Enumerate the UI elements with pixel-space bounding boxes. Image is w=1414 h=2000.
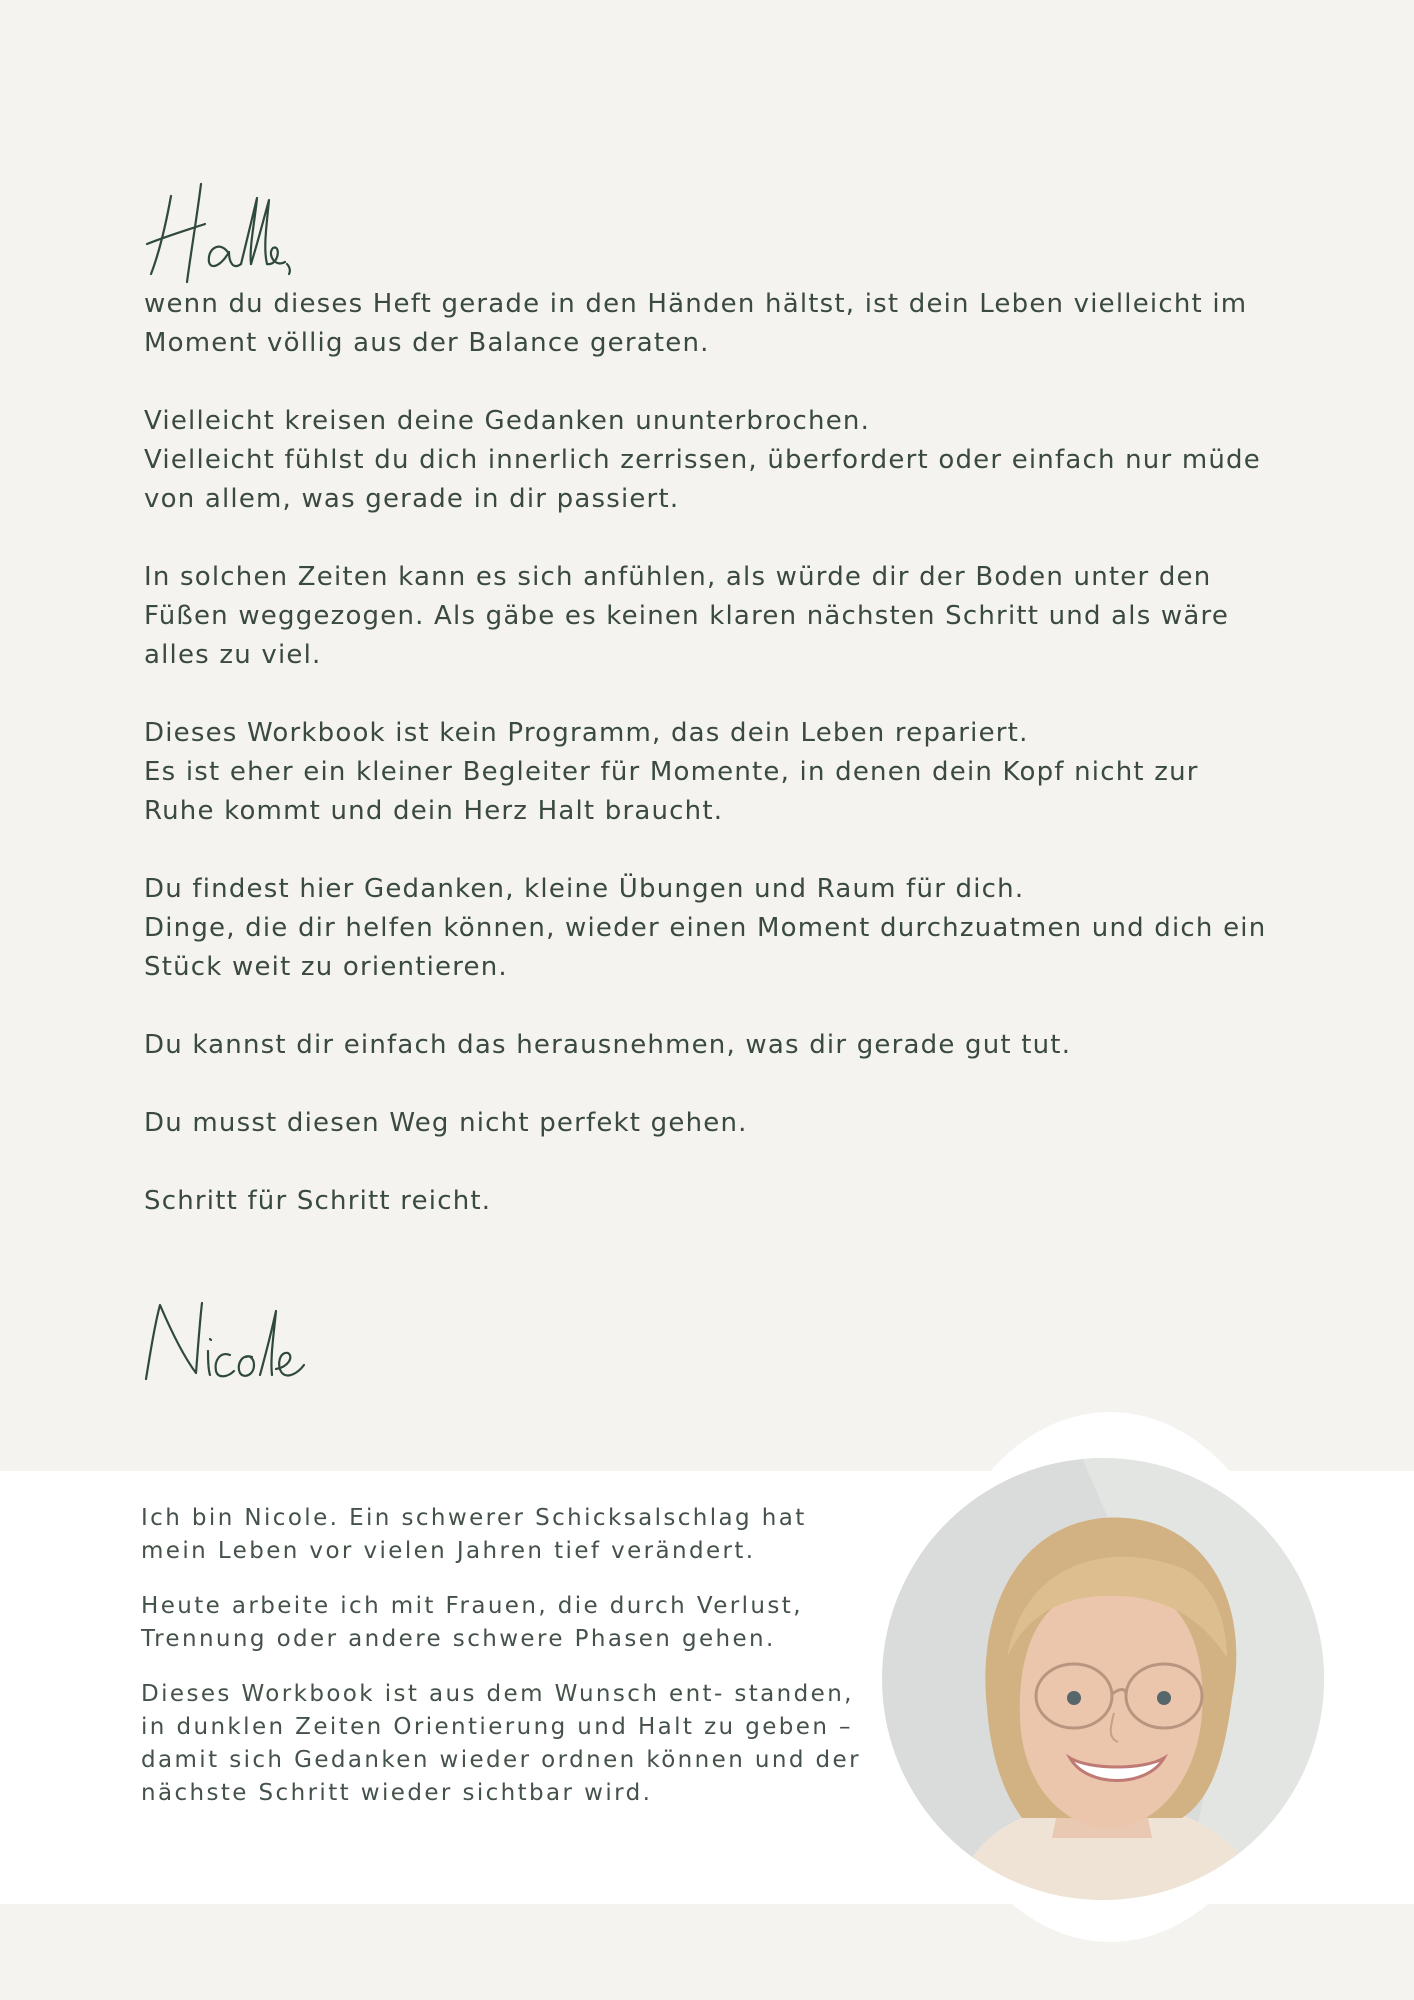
letter-body — [144, 285, 1274, 1260]
letter-line: Es ist eher ein kleiner Begleiter für Momente, in denen dein Kopf nicht zur Ruhe kommt und dein Herz Halt braucht. — [144, 757, 1199, 826]
letter-line: Dieses Workbook ist kein Programm, das dein Leben repariert. — [144, 718, 1029, 748]
greeting-handwriting — [143, 178, 343, 288]
portrait-illustration — [882, 1458, 1324, 1900]
letter-paragraph: In solchen Zeiten kann es sich anfühlen, als würde dir der Boden unter den Füßen weggezogen. Als gäbe es keinen klaren nächsten Schritt und als wäre alles zu viel. — [144, 562, 1230, 670]
letter-line: Vielleicht fühlst du dich innerlich zerrissen, überfordert oder einfach nur müde von allem, was gerade in dir passiert. — [144, 445, 1261, 514]
letter-paragraph — [144, 402, 1274, 519]
letter-line: Dinge, die dir helfen können, wieder einen Moment durchzuatmen und dich ein Stück weit zu orientieren. — [144, 913, 1267, 982]
greeting-script — [143, 178, 343, 288]
letter-paragraph: Du kannst dir einfach das herausnehmen, was dir gerade gut tut. — [144, 1030, 1072, 1060]
letter-paragraph — [144, 714, 1274, 831]
about-author — [141, 1502, 861, 1832]
about-paragraph: Ich bin Nicole. Ein schwerer Schicksalschlag hat mein Leben vor vielen Jahren tief verändert. — [141, 1505, 807, 1564]
about-paragraph: Heute arbeite ich mit Frauen, die durch Verlust, Trennung oder andere schwere Phasen gehen. — [141, 1593, 803, 1652]
letter-paragraph: Du musst diesen Weg nicht perfekt gehen. — [144, 1108, 748, 1138]
letter-paragraph — [144, 870, 1274, 987]
about-paragraph: Dieses Workbook ist aus dem Wunsch ent- standen, in dunklen Zeiten Orientierung und Halt zu geben – damit sich Gedanken wieder ordnen können und der nächste Schritt wieder sichtbar wird. — [141, 1681, 861, 1806]
letter-paragraph: wenn du dieses Heft gerade in den Händen hältst, ist dein Leben vielleicht im Moment völlig aus der Balance geraten. — [144, 289, 1248, 358]
author-portrait — [882, 1458, 1324, 1900]
letter-line: Vielleicht kreisen deine Gedanken ununterbrochen. — [144, 406, 871, 436]
letter-paragraph: Schritt für Schritt reicht. — [144, 1186, 492, 1216]
signature-handwriting — [138, 1295, 318, 1385]
signature-script — [138, 1295, 318, 1385]
letter-line: Du findest hier Gedanken, kleine Übungen und Raum für dich. — [144, 874, 1025, 904]
